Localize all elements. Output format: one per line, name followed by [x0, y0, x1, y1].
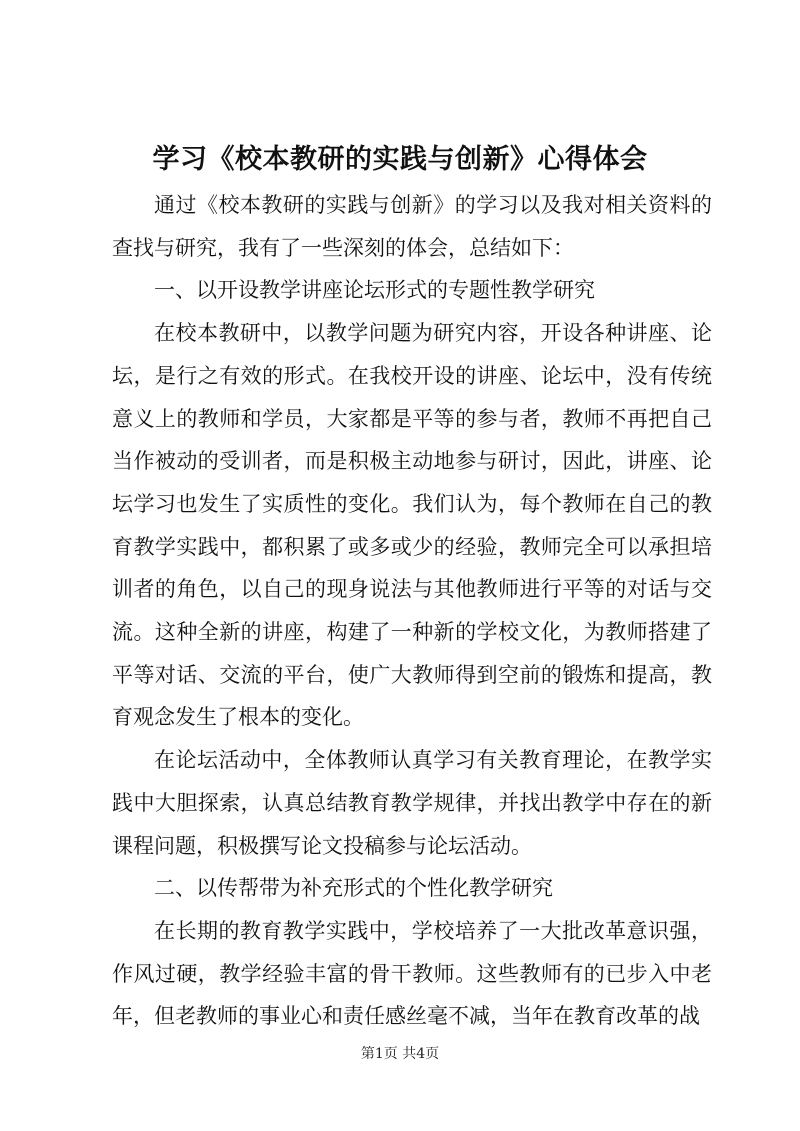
- paragraph: 在长期的教育教学实践中，学校培养了一大批改革意识强，作风过硬，教学经验丰富的骨干教师。这些教师有的已步入中老年，但老教师的事业心和责任感丝毫不减，当年在教育改革的战: [112, 918, 712, 1029]
- document-body: [112, 184, 712, 1038]
- section-heading-2: 二、以传帮带为补充形式的个性化教学研究: [154, 876, 553, 901]
- paragraph: 在论坛活动中，全体教师认真学习有关教育理论，在教学实践中大胆探索，认真总结教育教学规律，并找出教学中存在的新课程问题，积极撰写论文投稿参与论坛活动。: [112, 748, 712, 858]
- paragraph-intro: 通过《校本教研的实践与创新》的学习以及我对相关资料的查找与研究，我有了一些深刻的体会，总结如下：: [112, 193, 712, 260]
- section-heading-1: 一、以开设教学讲座论坛形式的专题性教学研究: [154, 278, 595, 303]
- page-number-footer: 第1页 共4页: [360, 1046, 440, 1062]
- paragraph: 在校本教研中，以教学问题为研究内容，开设各种讲座、论坛，是行之有效的形式。在我校开设的讲座、论坛中，没有传统意义上的教师和学员，大家都是平等的参与者，教师不再把自己当作被动的受训者，而是积极主动地参与研讨，因此，讲座、论坛学习也发生了实质性的变化。我们认为，每个教师在自己的教育教学实践中，都积累了或多或少的经验，教师完全可以承担培训者的角色，以自己的现身说法与其他教师进行平等的对话与交流。这种全新的讲座，构建了一种新的学校文化，为教师搭建了平等对话、交流的平台，使广大教师得到空前的锻炼和提高，教育观念发生了根本的变化。: [112, 321, 712, 730]
- document-title: 学习《校本教研的实践与创新》心得体会: [152, 144, 648, 175]
